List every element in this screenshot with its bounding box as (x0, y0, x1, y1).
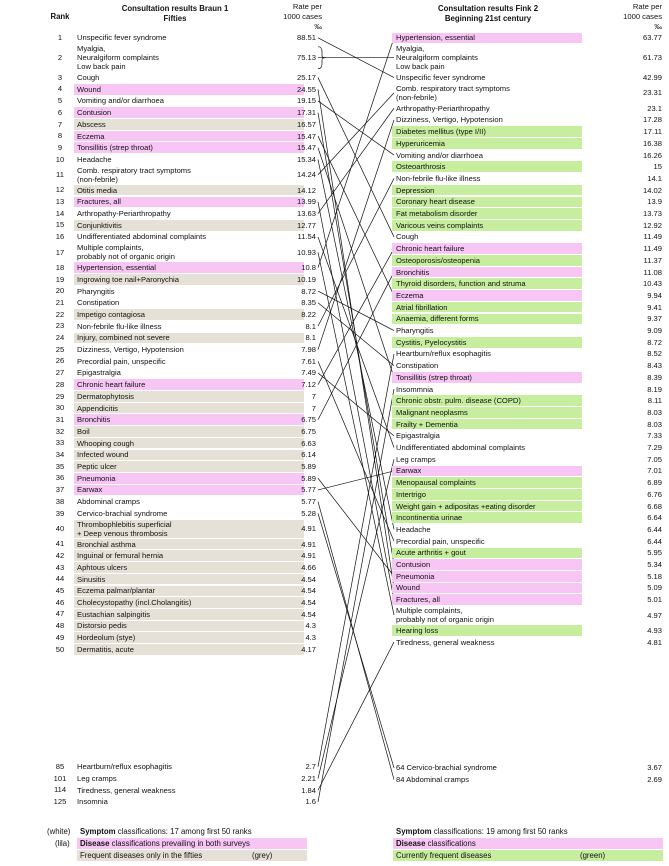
left-row-value: 13.63 (296, 209, 316, 219)
right-row-label: Varicous veins complaints (392, 220, 582, 231)
right-row-value: 4.93 (647, 625, 662, 635)
right-row-label: Chronic heart failure (392, 243, 582, 254)
left-row-label: Boil (74, 426, 304, 437)
left-row-value: 4.3 (305, 633, 316, 643)
right-row-label: Cough (396, 232, 419, 242)
legend-symptom-right: Symptom classifications: 19 among first 50 ranks (396, 827, 568, 836)
connection-line (318, 291, 394, 331)
right-row-label: Undifferentiated abdominal complaints (396, 443, 526, 453)
right-title-line1: Consultation results Fink 2 (437, 4, 539, 13)
left-row-value: 7.61 (301, 356, 316, 366)
left-row-value: 4.66 (301, 562, 316, 572)
left-row-value: 5.77 (301, 485, 316, 495)
left-rank: 85 (55, 762, 65, 771)
left-rank: 46 (55, 597, 65, 607)
left-rank: 30 (55, 403, 65, 413)
right-row-label: 84 Abdominal cramps (396, 775, 470, 785)
right-row-label: Fat metabolism disorder (392, 208, 582, 219)
left-row-label: Cough (77, 73, 100, 83)
right-row-value: 8.19 (647, 384, 662, 394)
left-row-label: Fractures, all (74, 197, 304, 208)
left-row-label: Wound (74, 84, 304, 95)
left-row-value: 8.72 (301, 286, 316, 296)
left-row-label: Contusion (74, 107, 304, 118)
connection-line (318, 93, 394, 175)
left-rank: 50 (55, 644, 65, 654)
right-row-label: Precordial pain, unspecific (396, 536, 485, 546)
right-row-value: 15 (653, 162, 662, 172)
left-row-label: Otitis media (74, 185, 304, 196)
left-rank: 34 (55, 450, 65, 459)
right-row-label: Osteoarthrosis (392, 161, 582, 172)
left-rank: 12 (55, 185, 65, 195)
left-rank: 13 (55, 197, 65, 206)
left-rate-header: Rate per 1000 cases ‰ (283, 2, 322, 31)
left-row-value: 4.54 (301, 574, 316, 584)
right-row-label: Hearing loss (392, 625, 582, 636)
right-row-value: 17.11 (643, 127, 662, 137)
right-row-value: 16.38 (642, 138, 662, 148)
right-row-value: 7.29 (647, 443, 662, 453)
left-row-value: 4.3 (305, 621, 316, 631)
left-rank: 31 (55, 414, 65, 424)
left-row-label: Abscess (74, 119, 304, 130)
legend-disease-left: Disease classifications prevailing in both surveys (80, 839, 250, 848)
left-row-label: Heartburn/reflux esophagitis (77, 762, 172, 772)
left-row-value: 15.47 (296, 143, 316, 153)
left-row-value: 14.24 (296, 170, 316, 180)
right-row-value: 6.64 (647, 513, 662, 523)
left-rank: 24 (55, 333, 65, 342)
right-row-label: Atrial fibrillation (392, 302, 582, 313)
right-row-label: Intertrigo (392, 489, 582, 500)
right-row-label: Diabetes mellitus (type I/II) (392, 126, 582, 137)
left-rank: 39 (55, 508, 65, 518)
left-row-label: Hypertension, essential (74, 262, 304, 273)
rank-header: Rank (50, 12, 70, 21)
right-row-value: 8.72 (647, 337, 662, 347)
left-rank: 14 (55, 208, 65, 218)
right-row-value: 8.03 (647, 407, 662, 417)
right-row-label: Cystitis, Pyelocystitis (392, 337, 582, 348)
left-rank: 9 (57, 142, 63, 152)
legend-symptom-left: Symptom classifications: 17 among first 50 ranks (80, 827, 252, 836)
left-rank: 45 (55, 586, 65, 595)
left-row-value: 5.77 (301, 497, 316, 507)
left-rank: 8 (57, 131, 63, 141)
left-row-value: 4.54 (301, 598, 316, 608)
left-row-label: Arthropathy-Periarthropathy (77, 209, 171, 219)
left-rank: 43 (55, 562, 65, 572)
left-row-label: Dizziness, Vertigo, Hypotension (77, 345, 184, 355)
connection-line (318, 113, 394, 565)
left-row-label: Whooping cough (74, 438, 304, 449)
left-row-value: 5.89 (301, 473, 316, 483)
right-row-label: Depression (392, 185, 582, 196)
left-row-label: Peptic ulcer (74, 461, 304, 472)
left-row-value: 12.77 (296, 220, 316, 230)
right-row-value: 61.73 (642, 53, 662, 63)
left-row-value: 24.55 (296, 84, 316, 94)
connection-line (318, 101, 394, 155)
left-row-value: 7.12 (301, 380, 316, 390)
left-row-label: Undifferentiated abdominal complaints (77, 232, 207, 242)
left-row-value: 7 (311, 403, 316, 413)
right-row-value: 9.09 (647, 326, 662, 336)
right-row-label: Insommnia (396, 384, 434, 394)
connection-line (318, 78, 394, 237)
right-row-value: 42.99 (642, 73, 662, 83)
right-row-label: Malignant neoplasms (392, 407, 582, 418)
left-row-value: 14.12 (296, 185, 316, 195)
left-row-label: Leg cramps (77, 774, 117, 784)
right-row-value: 8.39 (647, 372, 662, 382)
left-rank: 44 (55, 574, 65, 584)
left-row-label: Headache (77, 154, 112, 164)
left-row-value: 8.1 (305, 333, 316, 343)
right-row-label: Wound (392, 583, 582, 594)
right-row-value: 23.1 (647, 103, 662, 113)
right-row-value: 8.52 (647, 349, 662, 359)
left-rank: 18 (55, 262, 65, 272)
left-row-value: 8.22 (301, 309, 316, 319)
right-row-value: 17.28 (642, 115, 662, 125)
left-row-label: Inguinal or femural hernia (74, 550, 304, 561)
left-row-value: 5.89 (301, 462, 316, 472)
right-row-value: 11.37 (643, 255, 662, 265)
left-row-value: 7 (311, 391, 316, 401)
left-row-label: Earwax (74, 485, 304, 496)
right-row-label: 64 Cervico-brachial syndrome (396, 763, 497, 773)
right-row-value: 8.43 (647, 361, 662, 371)
left-row-label: Aphtous ulcers (74, 562, 304, 573)
right-row-label: Dizziness, Vertigo, Hypotension (396, 115, 503, 125)
left-row-label: Pneumonia (74, 473, 304, 484)
right-row-value: 2.69 (647, 775, 662, 785)
left-row-label: Eczema (74, 131, 304, 142)
left-row-value: 10.8 (301, 263, 316, 273)
right-row-value: 14.1 (647, 173, 662, 183)
left-rank: 10 (55, 154, 65, 164)
right-row-value: 11.49 (643, 232, 662, 242)
right-row-label: Hypertension, essential (392, 33, 582, 44)
left-row-value: 15.47 (296, 131, 316, 141)
right-row-value: 13.73 (642, 209, 662, 219)
right-row-label: Multiple complaints, probably not of organic origin (396, 606, 494, 624)
right-row-value: 5.95 (647, 548, 662, 558)
right-row-label: Fractures, all (392, 594, 582, 605)
right-row-label: Eczema (392, 290, 582, 301)
left-row-value: 4.17 (301, 644, 316, 654)
left-rank: 21 (55, 297, 65, 307)
left-rank: 32 (55, 426, 65, 436)
right-row-label: Weight gain + adipositas +eating disorder (392, 501, 582, 512)
left-row-label: Impetigo contagiosa (74, 309, 304, 320)
right-row-label: Pharyngitis (396, 326, 434, 336)
right-row-label: Constipation (396, 361, 439, 371)
right-row-value: 13.9 (647, 197, 662, 207)
left-row-label: Precordial pain, unspecific (77, 356, 166, 366)
left-rank: 23 (55, 321, 65, 331)
right-row-value: 5.09 (647, 583, 662, 593)
left-row-value: 17.31 (296, 108, 316, 118)
connection-line (318, 108, 394, 213)
left-row-label: Unspecific fever syndrome (77, 33, 167, 43)
right-row-value: 6.76 (647, 489, 662, 499)
left-rank: 15 (55, 220, 65, 230)
left-rank: 4 (57, 84, 63, 94)
right-row-label: Unspecific fever syndrome (396, 73, 486, 83)
right-row-value: 8.11 (647, 396, 662, 406)
left-row-label: Tiredness, general weakness (77, 785, 176, 795)
left-row-label: Bronchial asthma (74, 539, 304, 550)
right-row-value: 14.02 (642, 185, 662, 195)
connection-line (318, 303, 394, 366)
left-row-label: Eczema palmar/plantar (74, 586, 304, 597)
left-rank: 40 (55, 524, 65, 534)
left-row-value: 4.54 (301, 586, 316, 596)
left-row-label: Multiple complaints, probably not of organic origin (77, 243, 175, 262)
right-row-label: Hyperuricemia (392, 138, 582, 149)
connection-line (318, 272, 394, 420)
left-rank: 16 (55, 232, 65, 242)
left-row-value: 16.57 (296, 119, 316, 129)
left-rank: 33 (55, 438, 65, 448)
right-row-value: 63.77 (642, 33, 662, 43)
legend-grey-text: Frequent diseases only in the fifties (80, 851, 203, 860)
right-row-value: 9.41 (647, 302, 662, 312)
left-rank: 125 (53, 797, 67, 807)
legend-green-text: Currently frequent diseases (396, 851, 492, 860)
right-row-label: Heartburn/reflux esophagitis (396, 349, 491, 359)
left-row-value: 8.35 (301, 298, 316, 308)
right-row-value: 5.18 (647, 571, 662, 581)
connection-line (318, 178, 394, 326)
right-row-value: 23.31 (642, 88, 662, 98)
right-row-label: Anaemia, different forms (392, 314, 582, 325)
right-row-value: 5.01 (647, 595, 662, 605)
connection-line (318, 373, 394, 436)
left-row-label: Epigastralgia (77, 368, 121, 378)
legend-lila-tag: (lila) (55, 839, 70, 848)
left-row-value: 7.49 (301, 368, 316, 378)
legend-grey-tag: (grey) (252, 851, 273, 860)
right-row-label: Earwax (392, 466, 582, 477)
left-row-value: 8.1 (305, 321, 316, 331)
left-rank: 37 (55, 485, 65, 495)
right-row-value: 16.26 (642, 150, 662, 160)
left-row-label: Insomnia (77, 797, 108, 807)
left-row-value: 10.93 (296, 247, 316, 257)
left-row-label: Non-febrile flu-like illness (77, 321, 162, 331)
left-row-value: 75.13 (296, 53, 316, 63)
left-row-label: Tonsillitis (strep throat) (74, 142, 304, 153)
left-row-value: 6.75 (301, 415, 316, 425)
left-row-label: Pharyngitis (77, 286, 115, 296)
right-row-label: Thyroid disorders, function and struma (392, 278, 582, 289)
left-rank: 22 (55, 309, 65, 319)
right-row-label: Incontinentia urinae (392, 512, 582, 523)
right-row-label: Tiredness, general weakness (396, 637, 495, 647)
left-rank: 47 (55, 609, 65, 619)
left-rank: 6 (57, 107, 63, 117)
left-rank: 49 (55, 632, 65, 642)
left-rank: 29 (55, 391, 65, 401)
left-row-value: 19.15 (296, 96, 316, 106)
left-rank: 7 (57, 119, 63, 129)
right-row-label: Tonsillitis (strep throat) (392, 372, 582, 383)
left-row-label: Eustachian salpingitis (74, 609, 304, 620)
left-row-label: Hordeolum (stye) (74, 632, 304, 643)
right-row-value: 8.03 (647, 419, 662, 429)
right-row-label: Contusion (392, 559, 582, 570)
right-row-value: 3.67 (647, 763, 662, 773)
left-row-label: Conjunktivitis (74, 220, 304, 231)
left-row-value: 4.91 (301, 524, 316, 534)
left-row-label: Distorsio pedis (74, 621, 304, 632)
left-row-label: Ingrowing toe nail+Paronychia (74, 274, 304, 285)
left-rank: 114 (53, 785, 67, 795)
right-row-value: 11.49 (643, 244, 662, 254)
left-row-label: Thrombophlebitis superficial + Deep venous thrombosis (74, 520, 304, 538)
left-row-label: Dermatophytosis (74, 391, 304, 402)
left-row-label: Myalgia, Neuralgiform complaints Low back pain (77, 44, 159, 72)
connection-line (318, 38, 394, 268)
right-row-label: Arthropathy-Periarthropathy (396, 103, 490, 113)
left-title-line2: Fifties (163, 14, 187, 23)
right-row-value: 11.08 (643, 267, 662, 277)
left-rank: 48 (55, 621, 65, 631)
left-rank: 41 (55, 539, 65, 549)
left-row-label: Cervico-brachial syndrome (77, 508, 168, 518)
right-row-label: Pneumonia (392, 571, 582, 582)
left-row-value: 13.99 (296, 197, 316, 207)
right-row-label: Chronic obstr. pulm. disease (COPD) (392, 395, 582, 406)
left-row-value: 4.91 (301, 539, 316, 549)
right-title-line2: Beginning 21st century (444, 14, 532, 23)
left-rank: 5 (57, 96, 63, 106)
right-row-value: 7.33 (647, 431, 662, 441)
right-row-value: 6.44 (647, 524, 662, 534)
right-row-label: Acute arthritis + gout (392, 548, 582, 559)
right-row-value: 6.44 (647, 536, 662, 546)
right-row-label: Bronchitis (392, 267, 582, 278)
left-row-label: Vomiting and/or diarrhoea (77, 96, 164, 106)
right-row-value: 12.92 (642, 220, 662, 230)
legend-disease-right: Disease classifications (396, 839, 476, 848)
left-row-value: 2.7 (305, 762, 316, 772)
right-row-value: 5.34 (647, 560, 662, 570)
left-rank: 28 (55, 379, 65, 389)
left-row-value: 1.6 (305, 797, 316, 807)
left-row-value: 11.54 (297, 232, 316, 242)
right-row-value: 6.89 (647, 478, 662, 488)
right-row-label: Leg cramps (396, 454, 436, 464)
left-row-label: Abdominal cramps (77, 497, 140, 507)
left-rank: 26 (55, 356, 65, 366)
left-rank: 101 (53, 773, 67, 783)
left-row-value: 6.14 (301, 450, 316, 460)
right-row-value: 9.37 (647, 314, 662, 324)
connection-line (318, 642, 394, 790)
left-row-value: 4.54 (301, 609, 316, 619)
right-rate-header: Rate per 1000 cases ‰ (623, 2, 662, 31)
left-row-label: Bronchitis (74, 414, 304, 425)
right-row-label: Epigastralgia (396, 431, 440, 441)
right-row-value: 4.81 (647, 637, 662, 647)
right-row-label: Frailty + Dementia (392, 419, 582, 430)
left-row-value: 5.28 (301, 508, 316, 518)
left-rank: 36 (55, 473, 65, 483)
left-row-label: Comb. respiratory tract symptoms (non-febrile) (77, 165, 191, 184)
right-row-label: Non-febrile flu-like illness (396, 173, 481, 183)
left-rank: 38 (55, 496, 65, 506)
left-row-label: Chronic heart failure (74, 379, 304, 390)
left-row-value: 6.75 (301, 426, 316, 436)
right-row-value: 4.97 (647, 610, 662, 620)
right-row-value: 10.43 (642, 279, 662, 289)
left-rank: 3 (57, 72, 63, 82)
right-row-label: Comb. respiratory tract symptoms (non-febrile) (396, 83, 510, 102)
left-row-value: 10.19 (296, 274, 316, 284)
right-row-label: Menopausal complaints (392, 477, 582, 488)
right-row-label: Headache (396, 524, 431, 534)
connection-line (318, 120, 394, 350)
right-row-value: 7.01 (647, 466, 662, 476)
left-rank: 42 (55, 550, 65, 560)
left-rank: 2 (57, 52, 63, 62)
right-row-value: 7.05 (647, 454, 662, 464)
left-row-value: 1.84 (301, 785, 316, 795)
left-row-label: Constipation (77, 298, 120, 308)
left-row-label: Appendicitis (74, 403, 304, 414)
legend-white-tag: (white) (47, 827, 71, 836)
left-row-label: Infected wound (74, 450, 304, 461)
legend-green-tag: (green) (580, 851, 606, 860)
right-row-value: 9.94 (647, 290, 662, 300)
connection-line (318, 471, 394, 490)
left-rank: 25 (55, 344, 65, 354)
right-row-label: Osteoporosis/osteopenia (392, 255, 582, 266)
left-rank: 11 (56, 170, 64, 180)
left-rank: 19 (55, 274, 65, 284)
left-row-label: Injury, combined not severe (74, 333, 304, 344)
left-rank: 35 (55, 461, 65, 471)
right-row-label: Myalgia, Neuralgiform complaints Low back pain (396, 44, 478, 72)
left-rank: 20 (55, 286, 65, 296)
left-row-label: Sinusitis (74, 574, 304, 585)
left-row-value: 15.34 (296, 154, 316, 164)
left-rank: 1 (57, 33, 63, 42)
left-row-label: Dermatitis, acute (74, 644, 304, 655)
left-row-label: Cholecystopathy (incl.Cholangitis) (74, 597, 304, 608)
right-row-label: Vomiting and/or diarrhoea (396, 150, 483, 160)
left-title-line1: Consultation results Braun 1 (121, 4, 229, 13)
left-row-value: 4.91 (301, 551, 316, 561)
left-rank: 27 (55, 368, 65, 378)
right-row-label: Coronary heart disease (392, 197, 582, 208)
right-row-value: 6.68 (647, 501, 662, 511)
left-row-value: 88.51 (296, 33, 316, 43)
left-row-value: 25.17 (296, 73, 316, 83)
left-row-value: 6.63 (301, 438, 316, 448)
left-row-value: 2.21 (301, 774, 316, 784)
left-row-value: 7.98 (301, 345, 316, 355)
left-rank: 17 (55, 247, 65, 257)
